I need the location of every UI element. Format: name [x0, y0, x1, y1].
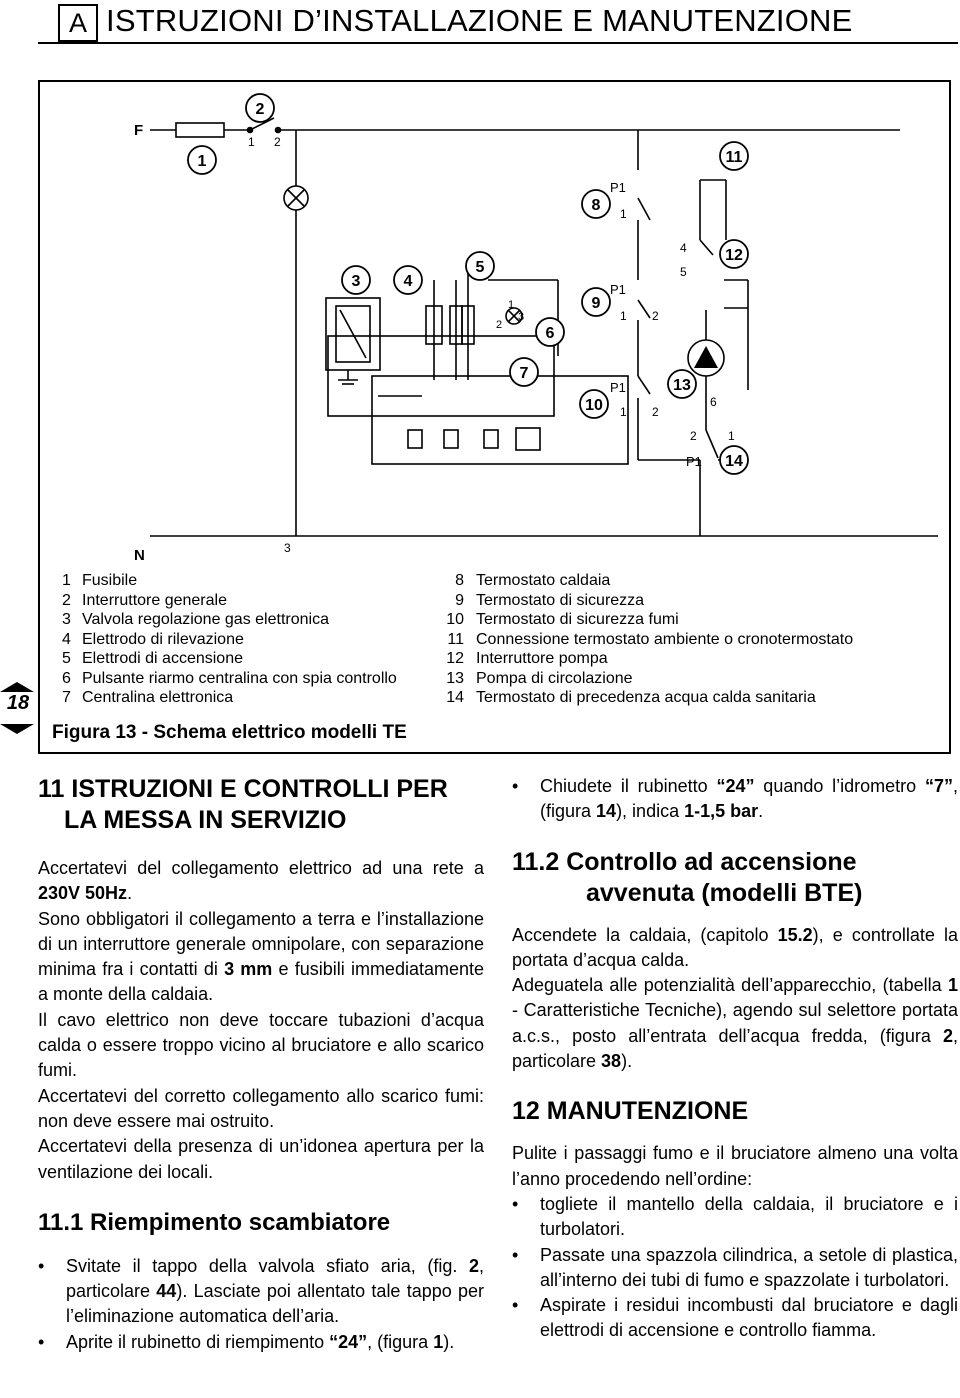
p1-contact-9: [638, 300, 650, 318]
page-title: ISTRUZIONI D’INSTALLAZIONE E MANUTENZIONE: [106, 3, 853, 38]
callout-label-2: 2: [255, 101, 265, 118]
legend-text: Elettrodi di accensione: [82, 650, 243, 667]
legend-text: Pulsante riarmo centralina con spia controllo: [82, 669, 397, 687]
contact-label-6: 6: [710, 395, 717, 409]
contact-label-5: 5: [680, 265, 687, 279]
legend-item: [62, 669, 397, 689]
paragraph-flue: Accertatevi del corretto collegamento allo scarico fumi: non deve essere mai ostruito.: [38, 1085, 484, 1131]
bullet-air-vent: • Svitate il tappo della valvola sfiato aria, (fig. 2, particolare 44). Lasciate poi allentato tale tappo per l’eliminazione automatica dell’aria.: [38, 1255, 485, 1327]
callout-label-4: 4: [403, 273, 413, 290]
bullet-brush: • Passate una spazzola cilindrica, a setole di plastica, all’interno dei tubi di fumo e spazzolate i turbolatori.: [512, 1244, 958, 1290]
legend-text: Termostato di precedenza acqua calda sanitaria: [476, 689, 816, 706]
legend-number: 1: [62, 572, 71, 589]
valve-label-1: 1: [508, 299, 515, 311]
section-11-heading-line1: 11 ISTRUZIONI E CONTROLLI PER: [38, 775, 448, 803]
legend-text: Interruttore generale: [82, 591, 227, 609]
legend-text: Termostato di sicurezza fumi: [476, 611, 679, 628]
fuse-symbol: [176, 123, 224, 137]
page-header: [38, 0, 958, 44]
p1-label-b-2: 2: [652, 309, 659, 323]
callout-label-12: 12: [725, 247, 743, 264]
connector-4: [516, 428, 540, 450]
legend-item: [430, 630, 853, 650]
legend-text: Valvola regolazione gas elettronica: [82, 611, 329, 628]
p1-label-c-2: 2: [652, 405, 659, 419]
bullet-vacuum: • Aspirate i residui incombusti dal bruciatore e dagli elettrodi di accensione e controllo fiamma.: [512, 1295, 958, 1341]
callout-label-11: 11: [725, 149, 743, 166]
legend-number: 9: [455, 591, 464, 609]
legend-number: 6: [62, 669, 71, 687]
section-badge: A: [58, 4, 98, 42]
legend-text: Centralina elettronica: [82, 689, 234, 706]
left-column: [38, 774, 484, 1355]
paragraph-maintenance: Pulite i passaggi fumo e il bruciatore almeno una volta l’anno procedendo nell’ordine:: [512, 1143, 958, 1189]
callout-label-13: 13: [673, 377, 691, 394]
callout-label-3: 3: [351, 273, 361, 290]
contact-label-4: 4: [680, 241, 687, 255]
right-column: [512, 774, 958, 1344]
label-neutral-3: 3: [284, 541, 291, 555]
legend-number: 5: [62, 650, 71, 667]
connector-1: [408, 430, 422, 448]
legend-item: [62, 630, 397, 650]
legend-text: Elettrodo di rilevazione: [82, 630, 244, 648]
p1-label-d-2: 2: [690, 429, 697, 443]
p1-label-a: P1: [610, 180, 626, 195]
bullet-close-valve: • Chiudete il rubinetto “24” quando l’idrometro “7”, (figura 14), indica 1-1,5 bar.: [512, 776, 959, 822]
legend-item: [430, 571, 853, 591]
legend-item: [430, 649, 853, 669]
page-number: 18: [6, 692, 30, 714]
section-12-heading: 12 MANUTENZIONE: [512, 1097, 749, 1126]
legend-item: [62, 591, 397, 611]
legend-item: [62, 649, 397, 669]
legend-item: [430, 669, 853, 689]
bullet-remove-casing: • togliete il mantello della caldaia, il bruciatore e i turbolatori.: [512, 1193, 958, 1240]
valve-label-3: 3: [518, 311, 525, 323]
legend-right: [430, 571, 853, 708]
legend-item: [430, 591, 853, 611]
callout-label-9: 9: [591, 295, 601, 312]
p1-contact-8: [638, 198, 650, 220]
callout-label-14: 14: [725, 453, 743, 470]
legend-item: [62, 610, 397, 630]
section-11-heading-line2: LA MESSA IN SERVIZIO: [64, 806, 347, 834]
paragraph-cable: Il cavo elettrico non deve toccare tubazioni d’acqua calda o essere troppo vicino al bruciatore e allo scarico fumi.: [38, 1009, 484, 1081]
section-11-2-heading: 11.2 Controllo ad accensione avvenuta (modelli BTE): [512, 847, 863, 907]
legend-number: 12: [446, 650, 464, 667]
callout-label-8: 8: [591, 197, 601, 214]
p1-label-d: P1: [686, 454, 702, 469]
callout-label-7: 7: [519, 365, 529, 382]
section-11-heading: [38, 774, 484, 836]
p1-label-b: P1: [610, 282, 626, 297]
valve-label-2: 2: [496, 319, 503, 331]
legend-number: 10: [446, 611, 464, 628]
legend-number: 2: [62, 591, 71, 609]
connector-2: [444, 430, 458, 448]
paragraph-grounding: Sono obbligatori il collegamento a terra e l’installazione di un interruttore generale omnipolare, con separazione minima fra i contatti di 3 mm e fusibili immediatamente a monte della caldaia.: [38, 908, 485, 1005]
legend-number: 11: [447, 630, 464, 648]
legend-text: Termostato di sicurezza: [476, 591, 645, 609]
legend-left: [62, 571, 397, 708]
legend-number: 8: [455, 572, 464, 589]
switch-label-2: 2: [274, 135, 281, 149]
legend-number: 13: [446, 669, 464, 687]
p1-label-d-1: 1: [728, 429, 735, 443]
paragraph-adjust: Adeguatela alle potenzialità dell’apparecchio, (tabella 1 - Caratteristiche Tecniche), agendo sul selettore portata a.c.s., posto all’entrata dell’acqua fredda, (figura 2, particolare 38).: [512, 975, 958, 1072]
legend-number: 3: [62, 611, 71, 628]
legend-item: [62, 571, 397, 591]
callout-label-6: 6: [545, 325, 555, 342]
legend-number: 4: [62, 630, 71, 648]
figure-caption: Figura 13 - Schema elettrico modelli TE: [52, 722, 407, 743]
legend-item: [62, 688, 397, 708]
paragraph-ventilation: Accertatevi della presenza di un’idonea apertura per la ventilazione dei locali.: [38, 1136, 484, 1182]
paragraph-ignite: Accendete la caldaia, (capitolo 15.2), e controllate la portata d’acqua calda.: [512, 924, 958, 970]
legend-number: 7: [62, 689, 71, 706]
callout-label-10: 10: [585, 397, 603, 414]
label-f: F: [134, 122, 144, 139]
legend-item: [430, 688, 853, 708]
p1-label-c-1: 1: [620, 405, 627, 419]
switch-label-1: 1: [248, 135, 255, 149]
paragraph-power-supply: Accertatevi del collegamento elettrico ad una rete a 230V 50Hz.: [38, 858, 484, 904]
section-11-1-heading: 11.1 Riempimento scambiatore: [38, 1208, 391, 1236]
bullet-fill-valve: • Aprite il rubinetto di riempimento “24”, (figura 1).: [38, 1331, 455, 1352]
callout-label-5: 5: [475, 259, 485, 276]
legend-text: Pompa di circolazione: [476, 669, 633, 687]
legend-text: Connessione termostato ambiente o cronotermostato: [476, 630, 854, 648]
p1-contact-10: [638, 376, 650, 394]
p1-label-c: P1: [610, 380, 626, 395]
connector-3: [484, 430, 498, 448]
p1-label-b-1: 1: [620, 309, 627, 323]
label-n: N: [134, 547, 145, 564]
legend-text: Interruttore pompa: [476, 650, 608, 667]
wiring-diagram: [38, 80, 951, 564]
legend-item: [430, 610, 853, 630]
legend-text: Fusibile: [82, 572, 138, 589]
callout-label-1: 1: [197, 153, 207, 170]
legend-number: 14: [446, 689, 464, 706]
legend-text: Termostato caldaia: [476, 572, 611, 589]
p1-label-a-1: 1: [620, 207, 627, 221]
